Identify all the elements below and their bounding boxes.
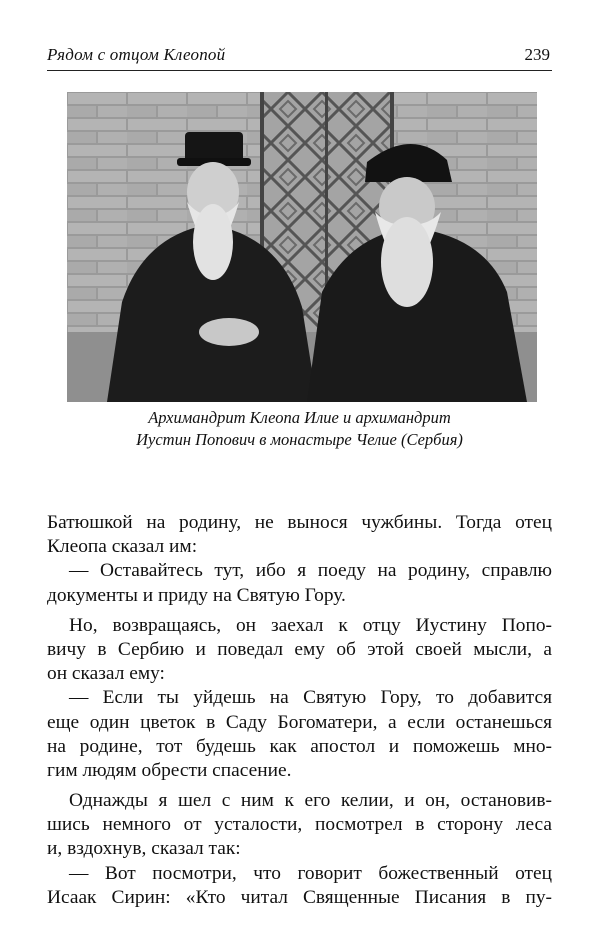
- page-header: [47, 42, 552, 71]
- page-number: 239: [524, 45, 550, 64]
- caption-line: Иустин Попович в монастыре Челие (Сербия): [136, 430, 463, 449]
- text-line: — Если ты уйдешь на Святую Гору, то добавится: [69, 687, 552, 709]
- text-line: Клеопа сказал им:: [47, 536, 198, 558]
- text-line: — Оставайтесь тут, ибо я поеду на родину, справлю: [69, 560, 552, 582]
- text-line: еще один цветок в Саду Богоматери, а если останешься: [47, 711, 552, 733]
- text-line: Исаак Сирин: «Кто читал Священные Писания в пу-: [47, 886, 552, 908]
- body-text: [47, 511, 552, 910]
- text-line: — Вот посмотри, что говорит божественный отец: [69, 862, 552, 884]
- text-line: на родине, тот будешь как апостол и поможешь мно-: [47, 735, 552, 757]
- text-line: гим людям обрести спасение.: [47, 759, 292, 781]
- text-line: Однажды я шел с ним к его келии, и он, остановив-: [69, 790, 552, 812]
- text-line: он сказал ему:: [47, 663, 165, 685]
- text-line: документы и приду на Святую Гору.: [47, 584, 346, 606]
- text-line: шись немного от усталости, посмотрел в сторону леса: [47, 814, 552, 836]
- running-title: Рядом с отцом Клеопой: [47, 45, 226, 64]
- text-line: вичу в Сербию и поведал ему об этой своей мысли, а: [47, 638, 552, 660]
- text-line: Но, возвращаясь, он заехал к отцу Иустину Попо-: [69, 614, 552, 636]
- text-line: и, вздохнув, сказал так:: [47, 838, 241, 860]
- text-line: Батюшкой на родину, не вынося чужбины. Тогда отец: [47, 512, 552, 533]
- monks-photo: [67, 92, 537, 402]
- photo-caption: [47, 407, 552, 451]
- caption-line: Архимандрит Клеопа Илие и архимандрит: [148, 408, 451, 427]
